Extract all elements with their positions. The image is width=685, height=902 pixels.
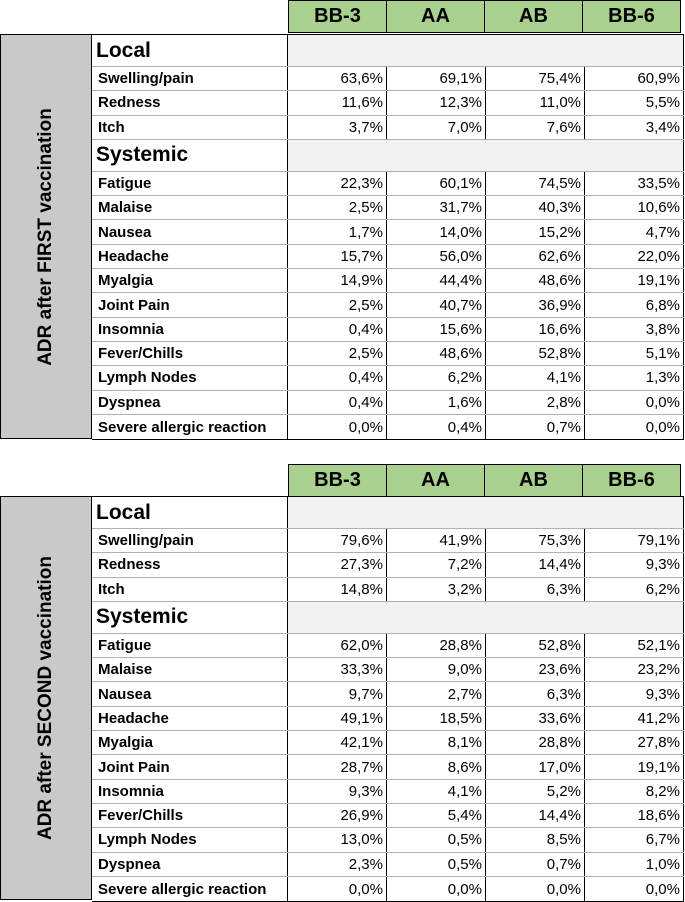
row-label: Myalgia: [92, 269, 288, 292]
row-label: Joint Pain: [92, 755, 288, 778]
table-row: [92, 682, 684, 706]
value-cell: 3,4%: [585, 116, 684, 139]
row-label: Severe allergic reaction: [92, 877, 288, 901]
row-label: Nausea: [92, 220, 288, 243]
section-header-row: [92, 497, 684, 529]
value-cell: 11,0%: [486, 91, 585, 114]
section-blank-cell: [288, 602, 684, 633]
value-cell: 16,6%: [486, 318, 585, 341]
value-cell: 26,9%: [288, 804, 387, 827]
column-header: BB-3: [288, 464, 387, 497]
table-row: [92, 67, 684, 91]
column-header-row: [288, 464, 681, 498]
value-cell: 2,7%: [387, 682, 486, 705]
table-row: [92, 658, 684, 682]
value-cell: 5,2%: [486, 780, 585, 803]
section-blank-cell: [288, 140, 684, 171]
value-cell: 3,7%: [288, 116, 387, 139]
table-side-label: [0, 34, 92, 439]
section-header-row: [92, 35, 684, 67]
value-cell: 4,7%: [585, 220, 684, 243]
table-side-label-text: ADR after SECOND vaccination: [35, 555, 56, 841]
section-blank-cell: [288, 35, 684, 66]
section-header-row: [92, 602, 684, 634]
value-cell: 3,2%: [387, 578, 486, 601]
row-label: Severe allergic reaction: [92, 415, 288, 439]
value-cell: 9,7%: [288, 682, 387, 705]
value-cell: 22,0%: [585, 245, 684, 268]
value-cell: 0,7%: [486, 853, 585, 876]
value-cell: 14,8%: [288, 578, 387, 601]
value-cell: 0,0%: [387, 877, 486, 901]
row-label: Lymph Nodes: [92, 366, 288, 389]
table-row: [92, 196, 684, 220]
table-row: [92, 366, 684, 390]
value-cell: 6,7%: [585, 828, 684, 851]
row-label: Nausea: [92, 682, 288, 705]
value-cell: 6,3%: [486, 682, 585, 705]
table-row: [92, 731, 684, 755]
table-row: [92, 116, 684, 140]
value-cell: 8,2%: [585, 780, 684, 803]
row-label: Fatigue: [92, 634, 288, 657]
row-label: Redness: [92, 91, 288, 114]
table-row: [92, 529, 684, 553]
value-cell: 9,0%: [387, 658, 486, 681]
value-cell: 52,1%: [585, 634, 684, 657]
row-label: Headache: [92, 707, 288, 730]
table-row: [92, 391, 684, 415]
value-cell: 0,7%: [486, 415, 585, 439]
value-cell: 3,8%: [585, 318, 684, 341]
value-cell: 60,9%: [585, 67, 684, 90]
value-cell: 4,1%: [387, 780, 486, 803]
value-cell: 19,1%: [585, 755, 684, 778]
value-cell: 56,0%: [387, 245, 486, 268]
table-row: [92, 853, 684, 877]
value-cell: 6,2%: [585, 578, 684, 601]
value-cell: 63,6%: [288, 67, 387, 90]
value-cell: 19,1%: [585, 269, 684, 292]
row-label: Joint Pain: [92, 293, 288, 316]
table-body: [92, 496, 684, 902]
value-cell: 79,6%: [288, 529, 387, 552]
value-cell: 5,1%: [585, 342, 684, 365]
table-row: [92, 578, 684, 602]
row-label: Fever/Chills: [92, 342, 288, 365]
value-cell: 14,4%: [486, 804, 585, 827]
table-body: [92, 34, 684, 440]
value-cell: 2,3%: [288, 853, 387, 876]
value-cell: 12,3%: [387, 91, 486, 114]
value-cell: 79,1%: [585, 529, 684, 552]
column-header: AA: [386, 0, 485, 33]
value-cell: 9,3%: [288, 780, 387, 803]
row-label: Fever/Chills: [92, 804, 288, 827]
value-cell: 0,0%: [486, 877, 585, 901]
value-cell: 27,8%: [585, 731, 684, 754]
section-title: Systemic: [92, 140, 288, 171]
value-cell: 23,6%: [486, 658, 585, 681]
value-cell: 2,5%: [288, 196, 387, 219]
row-label: Itch: [92, 116, 288, 139]
value-cell: 1,7%: [288, 220, 387, 243]
value-cell: 75,3%: [486, 529, 585, 552]
value-cell: 49,1%: [288, 707, 387, 730]
value-cell: 15,7%: [288, 245, 387, 268]
value-cell: 48,6%: [486, 269, 585, 292]
row-label: Itch: [92, 578, 288, 601]
value-cell: 18,6%: [585, 804, 684, 827]
section-title: Systemic: [92, 602, 288, 633]
table-row: [92, 415, 684, 439]
table-side-label-text: ADR after FIRST vaccination: [35, 107, 56, 366]
value-cell: 48,6%: [387, 342, 486, 365]
value-cell: 69,1%: [387, 67, 486, 90]
value-cell: 0,0%: [585, 415, 684, 439]
value-cell: 8,1%: [387, 731, 486, 754]
column-header: AA: [386, 464, 485, 497]
value-cell: 40,7%: [387, 293, 486, 316]
section-title: Local: [92, 497, 288, 528]
row-label: Fatigue: [92, 172, 288, 195]
table-row: [92, 269, 684, 293]
value-cell: 23,2%: [585, 658, 684, 681]
table-row: [92, 318, 684, 342]
value-cell: 2,8%: [486, 391, 585, 414]
row-label: Malaise: [92, 196, 288, 219]
table-row: [92, 245, 684, 269]
row-label: Headache: [92, 245, 288, 268]
value-cell: 0,0%: [288, 877, 387, 901]
value-cell: 7,6%: [486, 116, 585, 139]
value-cell: 0,4%: [288, 391, 387, 414]
value-cell: 33,3%: [288, 658, 387, 681]
value-cell: 0,0%: [585, 391, 684, 414]
value-cell: 9,3%: [585, 553, 684, 576]
row-label: Dyspnea: [92, 391, 288, 414]
table-row: [92, 553, 684, 577]
table-row: [92, 804, 684, 828]
value-cell: 0,5%: [387, 853, 486, 876]
value-cell: 9,3%: [585, 682, 684, 705]
table-row: [92, 755, 684, 779]
row-label: Insomnia: [92, 318, 288, 341]
value-cell: 2,5%: [288, 342, 387, 365]
column-header: AB: [484, 0, 583, 33]
table-row: [92, 172, 684, 196]
row-label: Malaise: [92, 658, 288, 681]
value-cell: 1,0%: [585, 853, 684, 876]
section-header-row: [92, 140, 684, 172]
value-cell: 28,8%: [486, 731, 585, 754]
value-cell: 31,7%: [387, 196, 486, 219]
value-cell: 8,5%: [486, 828, 585, 851]
value-cell: 6,2%: [387, 366, 486, 389]
value-cell: 17,0%: [486, 755, 585, 778]
table-side-label: [0, 496, 92, 900]
value-cell: 5,5%: [585, 91, 684, 114]
value-cell: 28,8%: [387, 634, 486, 657]
value-cell: 11,6%: [288, 91, 387, 114]
value-cell: 6,3%: [486, 578, 585, 601]
value-cell: 42,1%: [288, 731, 387, 754]
value-cell: 15,2%: [486, 220, 585, 243]
table-row: [92, 780, 684, 804]
value-cell: 2,5%: [288, 293, 387, 316]
value-cell: 1,6%: [387, 391, 486, 414]
value-cell: 4,1%: [486, 366, 585, 389]
value-cell: 27,3%: [288, 553, 387, 576]
value-cell: 33,6%: [486, 707, 585, 730]
section-blank-cell: [288, 497, 684, 528]
column-header: BB-6: [582, 464, 681, 497]
column-header-row: [288, 0, 681, 34]
value-cell: 1,3%: [585, 366, 684, 389]
row-label: Dyspnea: [92, 853, 288, 876]
table-row: [92, 342, 684, 366]
value-cell: 0,5%: [387, 828, 486, 851]
value-cell: 13,0%: [288, 828, 387, 851]
value-cell: 60,1%: [387, 172, 486, 195]
value-cell: 7,2%: [387, 553, 486, 576]
value-cell: 22,3%: [288, 172, 387, 195]
value-cell: 14,4%: [486, 553, 585, 576]
value-cell: 28,7%: [288, 755, 387, 778]
value-cell: 0,0%: [585, 877, 684, 901]
value-cell: 8,6%: [387, 755, 486, 778]
value-cell: 15,6%: [387, 318, 486, 341]
row-label: Insomnia: [92, 780, 288, 803]
table-row: [92, 877, 684, 901]
value-cell: 7,0%: [387, 116, 486, 139]
row-label: Redness: [92, 553, 288, 576]
value-cell: 62,0%: [288, 634, 387, 657]
value-cell: 14,0%: [387, 220, 486, 243]
value-cell: 0,4%: [288, 318, 387, 341]
value-cell: 40,3%: [486, 196, 585, 219]
value-cell: 62,6%: [486, 245, 585, 268]
value-cell: 52,8%: [486, 634, 585, 657]
value-cell: 0,0%: [288, 415, 387, 439]
table-row: [92, 707, 684, 731]
row-label: Swelling/pain: [92, 529, 288, 552]
value-cell: 10,6%: [585, 196, 684, 219]
row-label: Swelling/pain: [92, 67, 288, 90]
value-cell: 74,5%: [486, 172, 585, 195]
value-cell: 0,4%: [288, 366, 387, 389]
table-row: [92, 634, 684, 658]
table-row: [92, 293, 684, 317]
value-cell: 52,8%: [486, 342, 585, 365]
row-label: Myalgia: [92, 731, 288, 754]
section-title: Local: [92, 35, 288, 66]
column-header: BB-3: [288, 0, 387, 33]
value-cell: 75,4%: [486, 67, 585, 90]
column-header: AB: [484, 464, 583, 497]
value-cell: 33,5%: [585, 172, 684, 195]
value-cell: 18,5%: [387, 707, 486, 730]
value-cell: 14,9%: [288, 269, 387, 292]
value-cell: 5,4%: [387, 804, 486, 827]
value-cell: 41,9%: [387, 529, 486, 552]
value-cell: 6,8%: [585, 293, 684, 316]
table-row: [92, 828, 684, 852]
column-header: BB-6: [582, 0, 681, 33]
table-row: [92, 91, 684, 115]
value-cell: 0,4%: [387, 415, 486, 439]
value-cell: 36,9%: [486, 293, 585, 316]
value-cell: 44,4%: [387, 269, 486, 292]
value-cell: 41,2%: [585, 707, 684, 730]
row-label: Lymph Nodes: [92, 828, 288, 851]
table-row: [92, 220, 684, 244]
